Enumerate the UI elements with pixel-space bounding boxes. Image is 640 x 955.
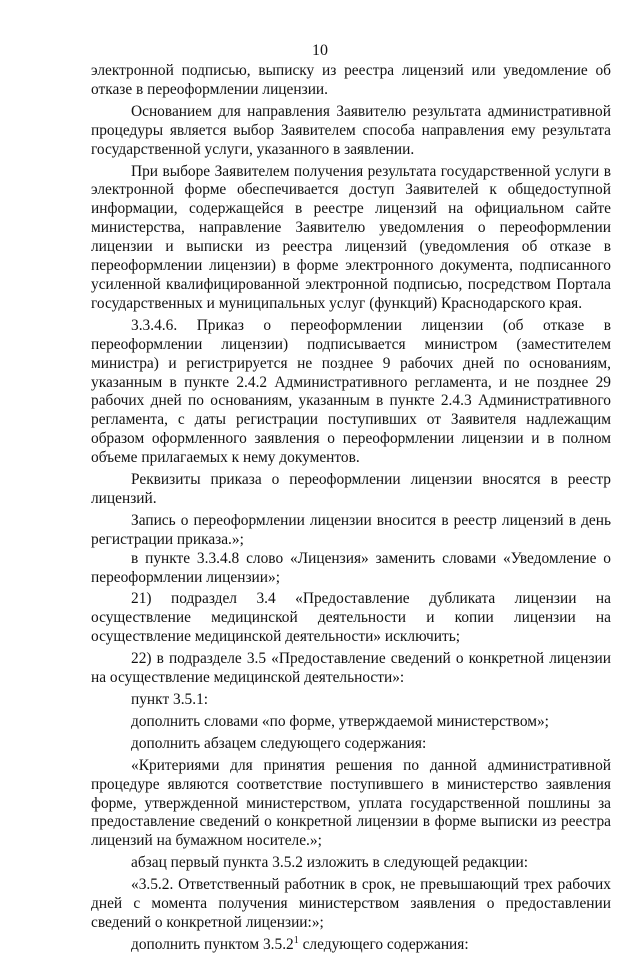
paragraph-11: дополнить словами «по форме, утверждаемой министерством»; bbox=[131, 712, 549, 730]
paragraph-1: электронной подписью, выписку из реестра лицензий или уведомление об отказе в переоформлении лицензии. bbox=[91, 62, 611, 98]
paragraph-15: «3.5.2. Ответственный работник в срок, не превышающий трех рабочих дней с момента получения министерством заявления о предоставлении сведений о конкретной лицензии:»; bbox=[91, 876, 611, 931]
page-number: 10 bbox=[312, 42, 328, 59]
document-body bbox=[91, 62, 611, 955]
paragraph-2: Основанием для направления Заявителю результата административной процедуры является выбор Заявителем способа направления ему результата государственной услуги, указанного в заявлении. bbox=[91, 102, 611, 158]
paragraph-6: Запись о переоформлении лицензии вносится в реестр лицензий в день регистрации приказа.»; bbox=[91, 511, 611, 548]
paragraph-5: Реквизиты приказа о переоформлении лицензии вносятся в реестр лицензий. bbox=[91, 471, 611, 507]
paragraph-14: абзац первый пункта 3.5.2 изложить в следующей редакции: bbox=[131, 854, 529, 872]
paragraph-9: 22) в подразделе 3.5 «Предоставление сведений о конкретной лицензии на осуществление медицинской деятельности»: bbox=[91, 650, 611, 687]
paragraph-10: пункт 3.5.1: bbox=[131, 691, 209, 708]
paragraph-3: При выборе Заявителем получения результата государственной услуги в электронной форме обеспечивается доступ Заявителей к общедоступной информации, содержащейся в реестре лицензий на официальном сайте министерства, направление Заявителю уведомления о переоформлении лицензии и выписки из реестра лицензий (уведомления об отказе в переоформлении лицензии) в форме электронного документа, подписанного усиленной квалифицированной электронной подписью, посредством Портала государственных и муниципальных услуг (функций) Краснодарского края. bbox=[91, 162, 611, 312]
paragraph-12: дополнить абзацем следующего содержания: bbox=[131, 734, 427, 752]
paragraph-4: 3.3.4.6. Приказ о переоформлении лицензии (об отказе в переоформлении лицензии) подписывается министром (заместителем министра) и регистрируется не позднее 9 рабочих дней по основаниям, указанным в пункте 2.4.2 Административного регламента, и не позднее 29 рабочих дней по основаниям, указанным в пункте 2.4.3 Административного регламента, с даты регистрации поступивших от Заявителя надлежащим образом оформленного заявления о переоформлении лицензии и в полном объеме прилагаемых к нему документов. bbox=[91, 316, 611, 467]
paragraph-16-ending: следующего содержания: bbox=[298, 935, 469, 953]
paragraph-8: 21) подраздел 3.4 «Предоставление дубликата лицензии на осуществление медицинской деятельности и копии лицензии на осуществление медицинской деятельности» исключить; bbox=[91, 590, 611, 646]
paragraph-16-text: дополнить пунктом 3.5.2 bbox=[131, 935, 294, 953]
paragraph-7: в пункте 3.3.4.8 слово «Лицензия» заменить словами «Уведомление о переоформлении лицензии»; bbox=[91, 549, 611, 586]
paragraph-16 bbox=[91, 936, 611, 955]
superscript-marker: 1 bbox=[293, 934, 299, 946]
paragraph-13: «Критериями для принятия решения по данной административной процедуре являются соответствие поступившего в министерство заявления форме, утвержденной министерством, уплата государственной пошлины за предоставление сведений о конкретной лицензии в форме выписки из реестра лицензий на бумажном носителе.»; bbox=[91, 756, 611, 850]
